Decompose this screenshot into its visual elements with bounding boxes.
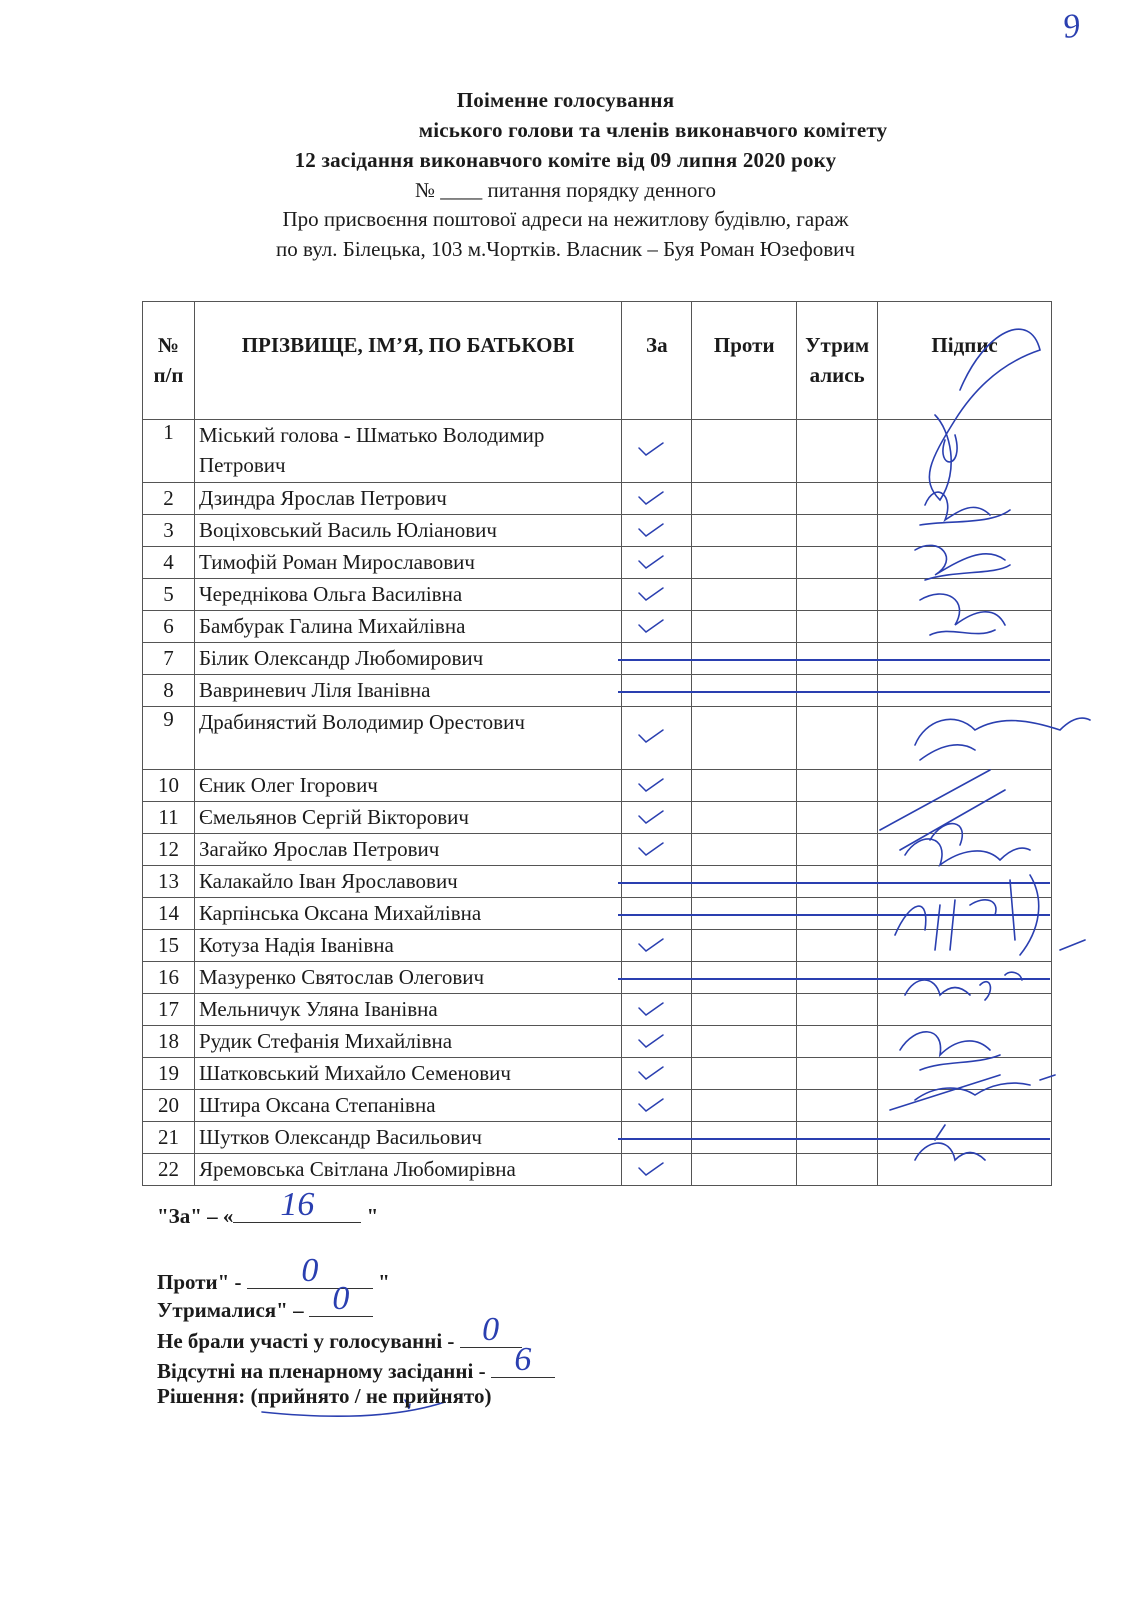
row-vote-for: [622, 483, 692, 515]
table-row: [143, 834, 1052, 866]
table-row: [143, 802, 1052, 834]
checkmark-icon: [638, 442, 664, 456]
summary-proty-value: 0: [301, 1252, 319, 1289]
row-vote-against: [692, 515, 797, 547]
row-member-name: Єник Олег Ігорович: [194, 770, 621, 802]
column-header-utrymalys: Утрим ались: [797, 302, 878, 420]
checkmark-icon: [638, 1034, 664, 1048]
row-vote-for: [622, 1090, 692, 1122]
row-vote-abstain: [797, 930, 878, 962]
row-signature: [878, 611, 1052, 643]
row-member-name: Череднікова Ольга Василівна: [194, 579, 621, 611]
row-vote-abstain: [797, 770, 878, 802]
table-row: [143, 1058, 1052, 1090]
row-number: 17: [143, 994, 195, 1026]
row-vote-for: [622, 834, 692, 866]
row-vote-abstain: [797, 1154, 878, 1186]
checkmark-icon: [638, 938, 664, 952]
checkmark-icon: [638, 555, 664, 569]
summary-za-label: "За" – «: [157, 1204, 234, 1228]
table-row: [143, 579, 1052, 611]
strike-line: [618, 1138, 1050, 1140]
row-number: 18: [143, 1026, 195, 1058]
header-title: Поіменне голосування: [456, 88, 675, 112]
row-vote-abstain: [797, 579, 878, 611]
table-row: [143, 515, 1052, 547]
summary-za-value: 16: [280, 1186, 315, 1223]
row-number: 13: [143, 866, 195, 898]
summary-utr-label: Утрималися" –: [157, 1298, 309, 1322]
row-member-name: Вавриневич Ліля Іванівна: [194, 675, 621, 707]
row-number: 16: [143, 962, 195, 994]
row-member-name: Драбинястий Володимир Орестович: [194, 707, 621, 770]
row-number: 12: [143, 834, 195, 866]
row-vote-for: [622, 1154, 692, 1186]
row-vote-abstain: [797, 420, 878, 483]
checkmark-icon: [638, 778, 664, 792]
row-signature: [878, 547, 1052, 579]
row-vote-against: [692, 611, 797, 643]
row-vote-for: [622, 1026, 692, 1058]
table-row: [143, 483, 1052, 515]
strike-line: [618, 978, 1050, 980]
row-member-name: Рудик Стефанія Михайлівна: [194, 1026, 621, 1058]
table-row: [143, 611, 1052, 643]
row-vote-abstain: [797, 1058, 878, 1090]
row-vote-against: [692, 579, 797, 611]
row-signature: [878, 1026, 1052, 1058]
row-signature: [878, 515, 1052, 547]
row-number: 14: [143, 898, 195, 930]
row-vote-against: [692, 930, 797, 962]
summary-rishennia-value: (прийнято / не прийнято): [250, 1384, 492, 1408]
row-vote-abstain: [797, 834, 878, 866]
row-member-name: Дзиндра Ярослав Петрович: [194, 483, 621, 515]
summary-rishennia-label: Рішення:: [157, 1384, 251, 1408]
checkmark-icon: [638, 810, 664, 824]
summary-utr-value: 0: [332, 1280, 350, 1317]
row-signature: [878, 1154, 1052, 1186]
summary-vidsutni-label: Відсутні на пленарному засіданні -: [157, 1359, 491, 1383]
row-signature: [878, 770, 1052, 802]
row-vote-abstain: [797, 515, 878, 547]
strike-line: [618, 691, 1050, 693]
row-signature: [878, 994, 1052, 1026]
summary-proty-close: ": [372, 1270, 390, 1294]
summary-vidsutni-blank: [491, 1341, 555, 1378]
row-number: 7: [143, 643, 195, 675]
row-number: 5: [143, 579, 195, 611]
row-vote-abstain: [797, 547, 878, 579]
column-header-name: ПРІЗВИЩЕ, ІМ’Я, ПО БАТЬКОВІ: [194, 302, 621, 420]
strike-line: [618, 914, 1050, 916]
row-signature: [878, 1090, 1052, 1122]
table-body: [143, 420, 1052, 1186]
row-member-name: Калакайло Іван Ярославович: [194, 866, 621, 898]
row-number: 4: [143, 547, 195, 579]
row-member-name: Штира Оксана Степанівна: [194, 1090, 621, 1122]
column-header-za: За: [622, 302, 692, 420]
row-number: 9: [143, 707, 195, 770]
column-header-pidpys: Підпис: [878, 302, 1052, 420]
row-number: 10: [143, 770, 195, 802]
summary-za-close: ": [361, 1204, 379, 1228]
row-vote-against: [692, 802, 797, 834]
table-row: [143, 420, 1052, 483]
strike-line: [618, 659, 1050, 661]
row-member-name: Загайко Ярослав Петрович: [194, 834, 621, 866]
row-number: 3: [143, 515, 195, 547]
checkmark-icon: [638, 523, 664, 537]
checkmark-icon: [638, 1066, 664, 1080]
checkmark-icon: [638, 1162, 664, 1176]
row-member-name: Тимофій Роман Мирославович: [194, 547, 621, 579]
table-row: [143, 1090, 1052, 1122]
row-member-name: Бамбурак Галина Михайлівна: [194, 611, 621, 643]
row-vote-for: [622, 611, 692, 643]
row-vote-for: [622, 930, 692, 962]
row-member-name: Яремовська Світлана Любомирівна: [194, 1154, 621, 1186]
header-topic-line2: по вул. Білецька, 103 м.Чортків. Власник – Буя Роман Юзефович: [276, 237, 855, 261]
checkmark-icon: [638, 842, 664, 856]
column-header-num: № п/п: [143, 302, 195, 420]
table-header-row: [143, 302, 1052, 420]
row-vote-for: [622, 802, 692, 834]
strike-line: [618, 882, 1050, 884]
table-row: [143, 1154, 1052, 1186]
row-signature: [878, 579, 1052, 611]
row-vote-against: [692, 834, 797, 866]
row-vote-for: [622, 420, 692, 483]
row-member-name: Шутков Олександр Васильович: [194, 1122, 621, 1154]
header-topic-line1: Про присвоєння поштової адреси на нежитлову будівлю, гараж: [282, 207, 849, 231]
row-signature: [878, 1058, 1052, 1090]
column-header-proty: Проти: [692, 302, 797, 420]
table-row: [143, 994, 1052, 1026]
row-vote-abstain: [797, 1090, 878, 1122]
row-number: 11: [143, 802, 195, 834]
row-vote-against: [692, 1090, 797, 1122]
header-item-number: № ____ питання порядку денного: [415, 178, 716, 202]
row-number: 21: [143, 1122, 195, 1154]
row-member-name: Мельничук Уляна Іванівна: [194, 994, 621, 1026]
summary-nebraly-blank: [460, 1311, 522, 1348]
row-vote-abstain: [797, 994, 878, 1026]
checkmark-icon: [638, 619, 664, 633]
row-vote-for: [622, 1058, 692, 1090]
checkmark-icon: [638, 1002, 664, 1016]
row-vote-abstain: [797, 802, 878, 834]
table-row: [143, 770, 1052, 802]
row-number: 1: [143, 420, 195, 483]
summary-za-blank: [233, 1186, 361, 1223]
row-vote-for: [622, 579, 692, 611]
table-row: [143, 547, 1052, 579]
row-member-name: Шатковський Михайло Семенович: [194, 1058, 621, 1090]
table-row: [143, 1026, 1052, 1058]
row-number: 6: [143, 611, 195, 643]
row-signature: [878, 707, 1052, 770]
row-number: 15: [143, 930, 195, 962]
summary-nebraly-value: 0: [482, 1311, 500, 1348]
header-session: 12 засідання виконавчого коміте від 09 липня 2020 року: [294, 148, 837, 172]
checkmark-icon: [638, 587, 664, 601]
summary-utr-blank: [309, 1280, 373, 1317]
row-vote-for: [622, 515, 692, 547]
summary-nebraly-label: Не брали участі у голосуванні -: [157, 1329, 460, 1353]
row-vote-abstain: [797, 611, 878, 643]
summary-proty: [157, 1252, 390, 1295]
row-vote-against: [692, 1026, 797, 1058]
row-number: 22: [143, 1154, 195, 1186]
row-signature: [878, 930, 1052, 962]
row-vote-abstain: [797, 707, 878, 770]
row-vote-against: [692, 420, 797, 483]
row-member-name: Білик Олександр Любомирович: [194, 643, 621, 675]
header-subtitle: міського голови та членів виконавчого комітету: [418, 118, 888, 142]
summary-nebraly: [157, 1311, 522, 1354]
summary-vidsutni-value: 6: [514, 1341, 532, 1378]
row-vote-for: [622, 994, 692, 1026]
checkmark-icon: [638, 1098, 664, 1112]
row-number: 19: [143, 1058, 195, 1090]
row-vote-for: [622, 707, 692, 770]
row-signature: [878, 420, 1052, 483]
row-member-name: Міський голова - Шматько Володимир Петрович: [194, 420, 621, 483]
row-vote-against: [692, 707, 797, 770]
summary-za: [157, 1186, 379, 1229]
row-number: 2: [143, 483, 195, 515]
voting-table: [142, 301, 1052, 1186]
row-vote-for: [622, 547, 692, 579]
row-vote-against: [692, 1058, 797, 1090]
row-member-name: Ємельянов Сергій Вікторович: [194, 802, 621, 834]
row-vote-abstain: [797, 483, 878, 515]
row-number: 8: [143, 675, 195, 707]
row-signature: [878, 834, 1052, 866]
row-vote-for: [622, 770, 692, 802]
row-vote-against: [692, 994, 797, 1026]
row-vote-against: [692, 547, 797, 579]
row-signature: [878, 802, 1052, 834]
table-row: [143, 707, 1052, 770]
row-member-name: Воціховський Василь Юліанович: [194, 515, 621, 547]
row-signature: [878, 483, 1052, 515]
row-number: 20: [143, 1090, 195, 1122]
row-member-name: Котуза Надія Іванівна: [194, 930, 621, 962]
summary-proty-blank: [247, 1252, 373, 1289]
summary-proty-label: Проти" -: [157, 1270, 247, 1294]
checkmark-icon: [638, 729, 664, 743]
row-member-name: Мазуренко Святослав Олегович: [194, 962, 621, 994]
row-vote-against: [692, 770, 797, 802]
checkmark-icon: [638, 491, 664, 505]
page-number: 9: [1060, 7, 1083, 47]
table-row: [143, 930, 1052, 962]
row-member-name: Карпінська Оксана Михайлівна: [194, 898, 621, 930]
summary-rishennia: [157, 1384, 491, 1409]
row-vote-against: [692, 483, 797, 515]
row-vote-against: [692, 1154, 797, 1186]
row-vote-abstain: [797, 1026, 878, 1058]
